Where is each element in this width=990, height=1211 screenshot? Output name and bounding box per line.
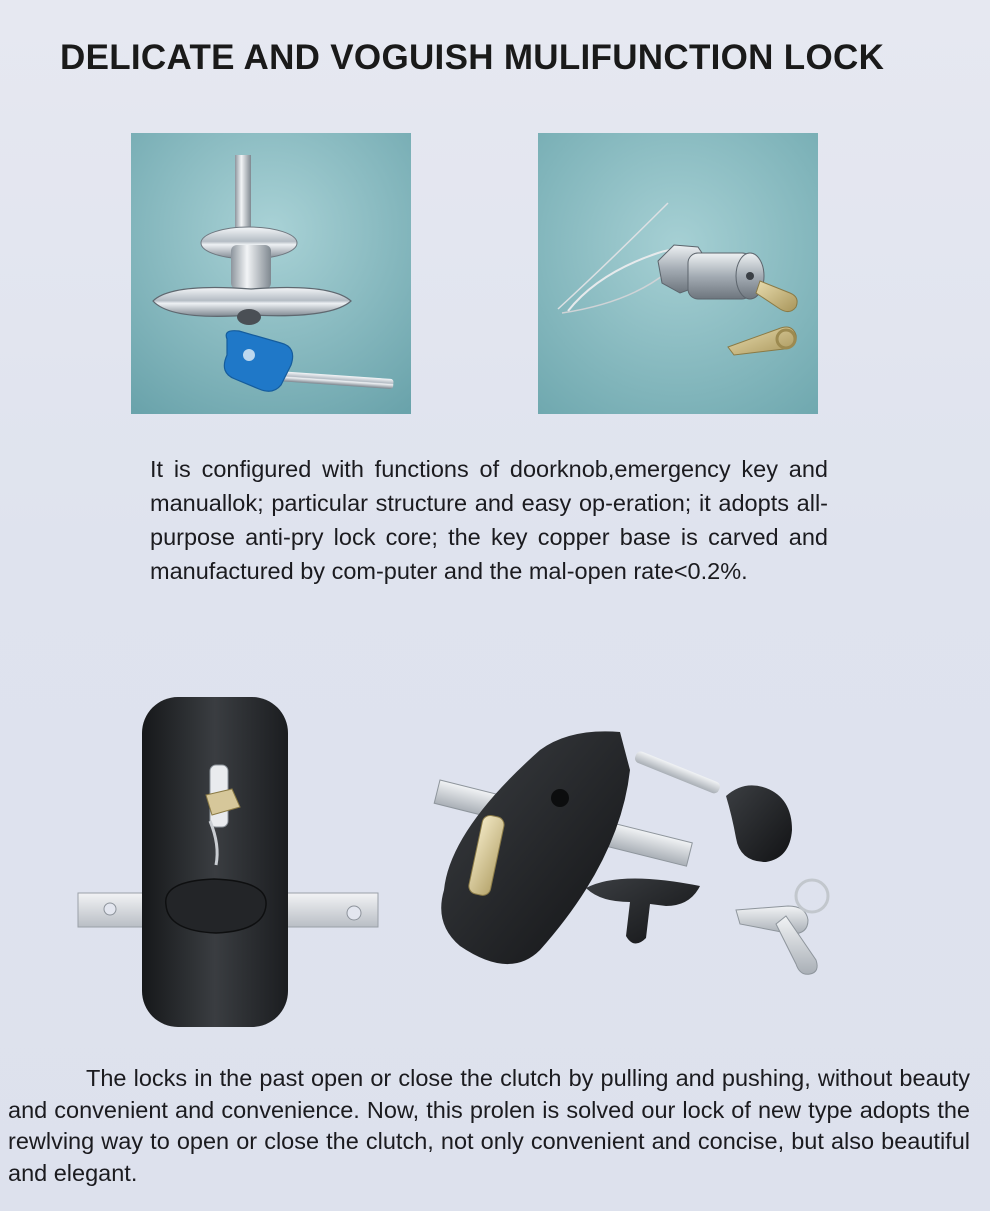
lock-set-photo [420, 710, 860, 1010]
t-handle-lock-photo [131, 133, 411, 414]
feature-description: It is configured with functions of doorknob,emergency key and manuallok; particular structure and easy op-eration; it adopts all-purpose anti-pry lock core; the key copper base is carved and manufactured by com-puter and the mal-open rate<0.2%. [150, 456, 828, 584]
design-description: The locks in the past open or close the clutch by pulling and pushing, without beauty and convenient and convenience. Now, this prolen is solved our lock of new type adopts the rewlving way to open or close the clutch, not only convenient and concise, but also beautiful and elegant. [8, 1065, 970, 1186]
cam-cylinder-lock-photo [538, 133, 818, 414]
flat-panel-lock-photo [70, 695, 390, 1035]
page-title: DELICATE AND VOGUISH MULIFUNCTION LOCK [60, 38, 885, 77]
